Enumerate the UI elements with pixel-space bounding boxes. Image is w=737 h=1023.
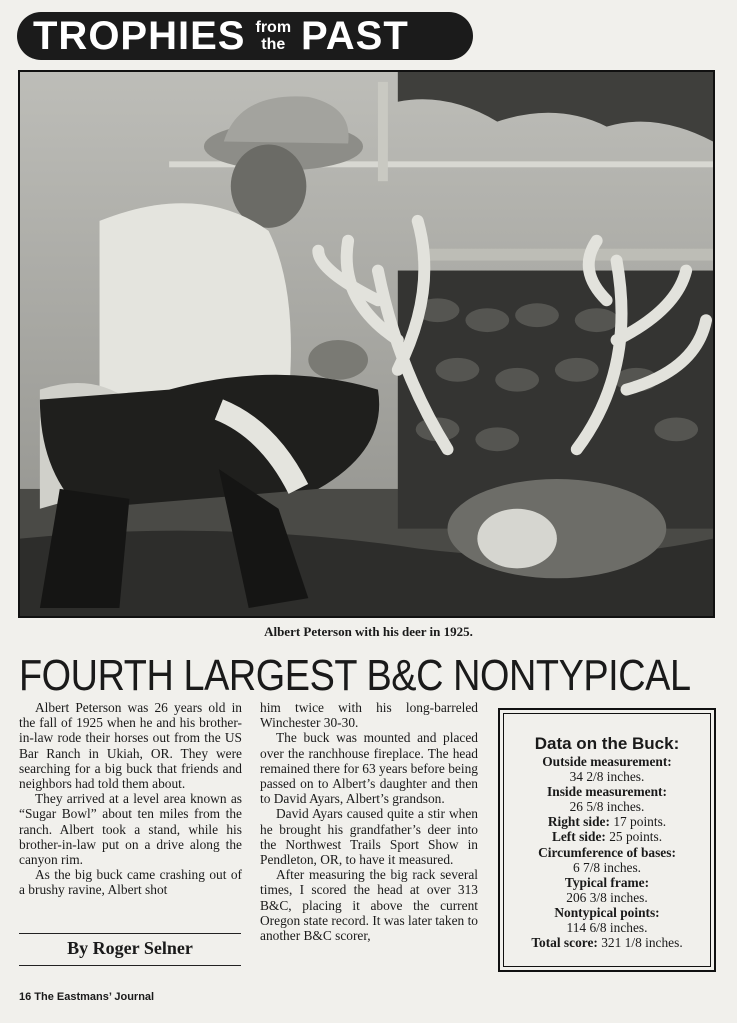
total-score-label: Total score:	[531, 935, 598, 951]
banner-word-the: the	[261, 36, 286, 53]
typical-frame-label: Typical frame:	[564, 874, 650, 890]
circumference-value: 6 7/8 inches.	[572, 859, 642, 875]
circumference-label: Circumference of bases:	[538, 844, 676, 860]
paragraph: Albert Peterson was 26 years old in the fall of 1925 when he and his brother-in-law rode their horses out from the US Bar Ranch in Ukiah, OR. They were searching for a big buck that friends and neighbors had told them about.	[19, 700, 242, 792]
banner-small-words	[255, 19, 291, 53]
typical-frame-value: 206 3/8 inches.	[566, 889, 648, 905]
byline-rule-bottom	[19, 965, 241, 966]
right-side-line	[504, 814, 710, 829]
article-column-1	[19, 700, 242, 898]
page-footer: 16 The Eastmans’ Journal	[19, 991, 155, 1003]
data-box-title: Data on the Buck:	[534, 734, 680, 753]
total-score-line	[504, 935, 710, 950]
section-banner	[17, 12, 473, 60]
buck-data-inner	[503, 713, 711, 967]
nontypical-points-value: 114 6/8 inches.	[566, 920, 648, 936]
paragraph: After measuring the big rack several times, I scored the head at over 313 B&C, placing it above the current Oregon state record. It was later taken to another B&C scorer,	[260, 867, 478, 944]
banner-word-trophies: TROPHIES	[33, 14, 246, 58]
banner-word-past: PAST	[301, 14, 409, 58]
outside-measurement-value: 34 2/8 inches.	[569, 769, 645, 785]
paragraph: David Ayars caused quite a stir when he brought his grandfather’s deer into the Northwest Trails Sport Show in Pendleton, OR, to have it measured.	[260, 806, 478, 868]
left-side-line	[504, 829, 710, 844]
photo-illustration	[20, 72, 713, 616]
article-column-2	[260, 700, 478, 943]
photo-caption: Albert Peterson with his deer in 1925.	[264, 624, 473, 639]
inside-measurement-label: Inside measurement:	[547, 784, 667, 800]
buck-data-box	[498, 708, 716, 972]
inside-measurement-value: 26 5/8 inches.	[569, 799, 645, 815]
left-side-label: Left side:	[551, 829, 606, 845]
paragraph: They arrived at a level area known as “Sugar Bowl” about ten miles from the ranch. Albert took a stand, while his brother-in-law put on a drive along the canyon rim.	[19, 791, 242, 868]
right-side-label: Right side:	[547, 814, 610, 830]
hunter-photo	[18, 70, 715, 618]
left-side-value: 25 points.	[605, 829, 663, 845]
byline-rule-top	[19, 933, 241, 934]
outside-measurement-label: Outside measurement:	[542, 754, 672, 769]
article-headline: FOURTH LARGEST B&C NONTYPICAL	[19, 651, 691, 700]
paragraph: As the big buck came crashing out of a brushy ravine, Albert shot	[19, 867, 242, 898]
total-score-value: 321 1/8 inches.	[597, 935, 683, 951]
nontypical-points-label: Nontypical points:	[554, 904, 660, 920]
byline: By Roger Selner	[67, 938, 193, 958]
paragraph: The buck was mounted and placed over the ranchhouse fireplace. The head remained there for 63 years before being passed on to Albert’s daughter and then to David Ayars, Albert’s grandson.	[260, 730, 478, 807]
paragraph: him twice with his long-barreled Winchester 30-30.	[260, 700, 478, 731]
banner-word-from: from	[255, 19, 292, 36]
right-side-value: 17 points.	[609, 814, 667, 830]
